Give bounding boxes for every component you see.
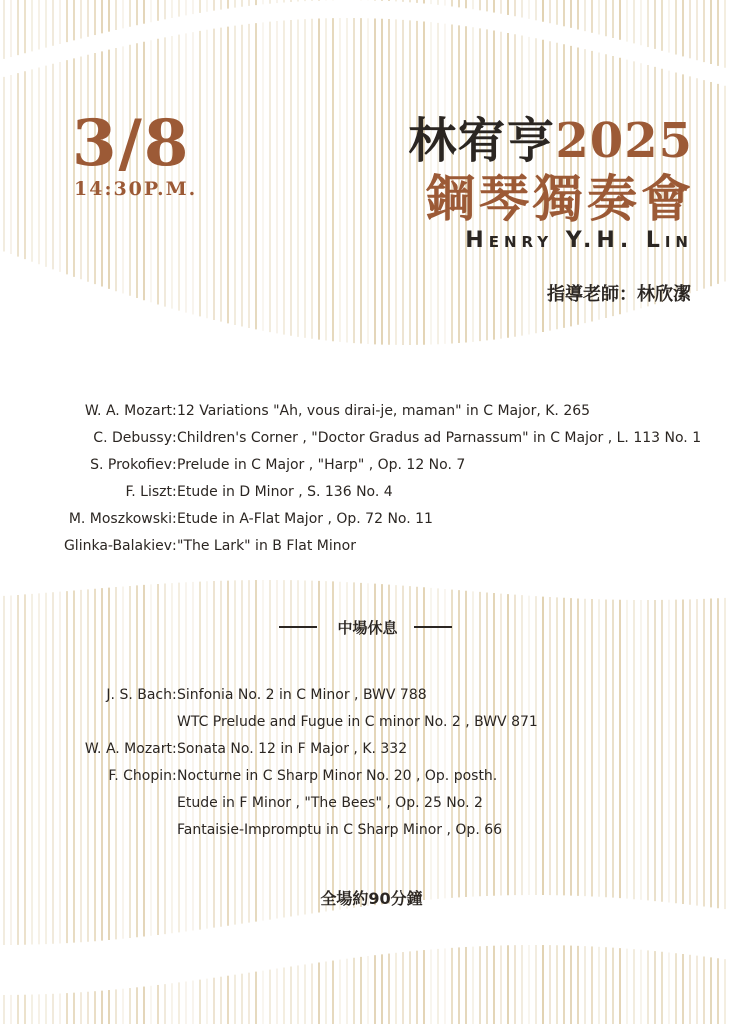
separator-colon: : [172, 538, 177, 554]
program-row [0, 682, 731, 709]
intermission-label: 中場休息 [337, 618, 398, 637]
program-part-2 [0, 682, 731, 844]
program-row [0, 763, 731, 790]
divider-line-right [414, 626, 452, 628]
concert-date: 3/8 [72, 106, 191, 181]
separator-colon: : [172, 687, 177, 703]
piece-title: Sonata No. 12 in F Major , K. 332 [177, 741, 408, 757]
separator-colon: : [172, 430, 177, 446]
divider-line-left [279, 626, 317, 628]
recital-title-line1 [408, 112, 693, 170]
separator-colon: : [172, 484, 177, 500]
piece-title: Children's Corner , "Doctor Gradus ad Parnassum" in C Major , L. 113 No. 1 [177, 430, 702, 446]
piece-title: WTC Prelude and Fugue in C minor No. 2 , BWV 871 [177, 714, 538, 730]
piece-title: Etude in D Minor , S. 136 No. 4 [177, 484, 393, 500]
piece-title: Fantaisie-Impromptu in C Sharp Minor , Op. 66 [177, 822, 503, 838]
piece-title: Prelude in C Major , "Harp" , Op. 12 No. 7 [177, 457, 466, 473]
separator-colon: : [172, 511, 177, 527]
composer-name: J. S. Bach [106, 687, 172, 703]
composer-name: M. Moszkowski [68, 511, 172, 527]
concert-duration: 全場約90分鐘 [320, 889, 423, 908]
concert-time: 14:30P.M. [74, 178, 198, 200]
intermission-divider [0, 614, 731, 640]
program-row [0, 398, 731, 425]
piece-title: Sinfonia No. 2 in C Minor , BWV 788 [177, 687, 427, 703]
piece-title: "The Lark" in B Flat Minor [177, 538, 356, 554]
separator-colon: : [172, 768, 177, 784]
composer-name: W. A. Mozart [84, 403, 172, 419]
composer-name: F. Chopin [108, 768, 172, 784]
teacher-credit: 指導老師：林欣潔 [547, 284, 691, 305]
composer-name: W. A. Mozart [84, 741, 172, 757]
composer-name: F. Liszt [125, 484, 172, 500]
recital-year: 2025 [555, 113, 693, 169]
program-row [0, 452, 731, 479]
program-row [0, 425, 731, 452]
program-row [0, 817, 731, 844]
separator-colon: : [172, 457, 177, 473]
separator-colon: : [172, 741, 177, 757]
piece-title: Nocturne in C Sharp Minor No. 20 , Op. posth. [177, 768, 498, 784]
program-row [0, 533, 731, 560]
performer-name-en: Henry Y.H. Lin [465, 228, 693, 253]
composer-name: Glinka-Balakiev [63, 538, 172, 554]
separator-colon: : [172, 403, 177, 419]
composer-name: S. Prokofiev [90, 457, 172, 473]
recital-title-zh: 鋼琴獨奏會 [425, 169, 695, 228]
program-row [0, 506, 731, 533]
program-part-1 [0, 398, 731, 560]
performer-name-zh: 林宥亨 [408, 113, 556, 169]
piece-title: 12 Variations "Ah, vous dirai-je, maman" in C Major, K. 265 [177, 403, 591, 419]
program-row [0, 790, 731, 817]
program-row [0, 709, 731, 736]
composer-name: C. Debussy [93, 430, 172, 446]
piece-title: Etude in F Minor , "The Bees" , Op. 25 No. 2 [177, 795, 483, 811]
piece-title: Etude in A-Flat Major , Op. 72 No. 11 [177, 511, 433, 527]
program-row [0, 479, 731, 506]
program-row [0, 736, 731, 763]
